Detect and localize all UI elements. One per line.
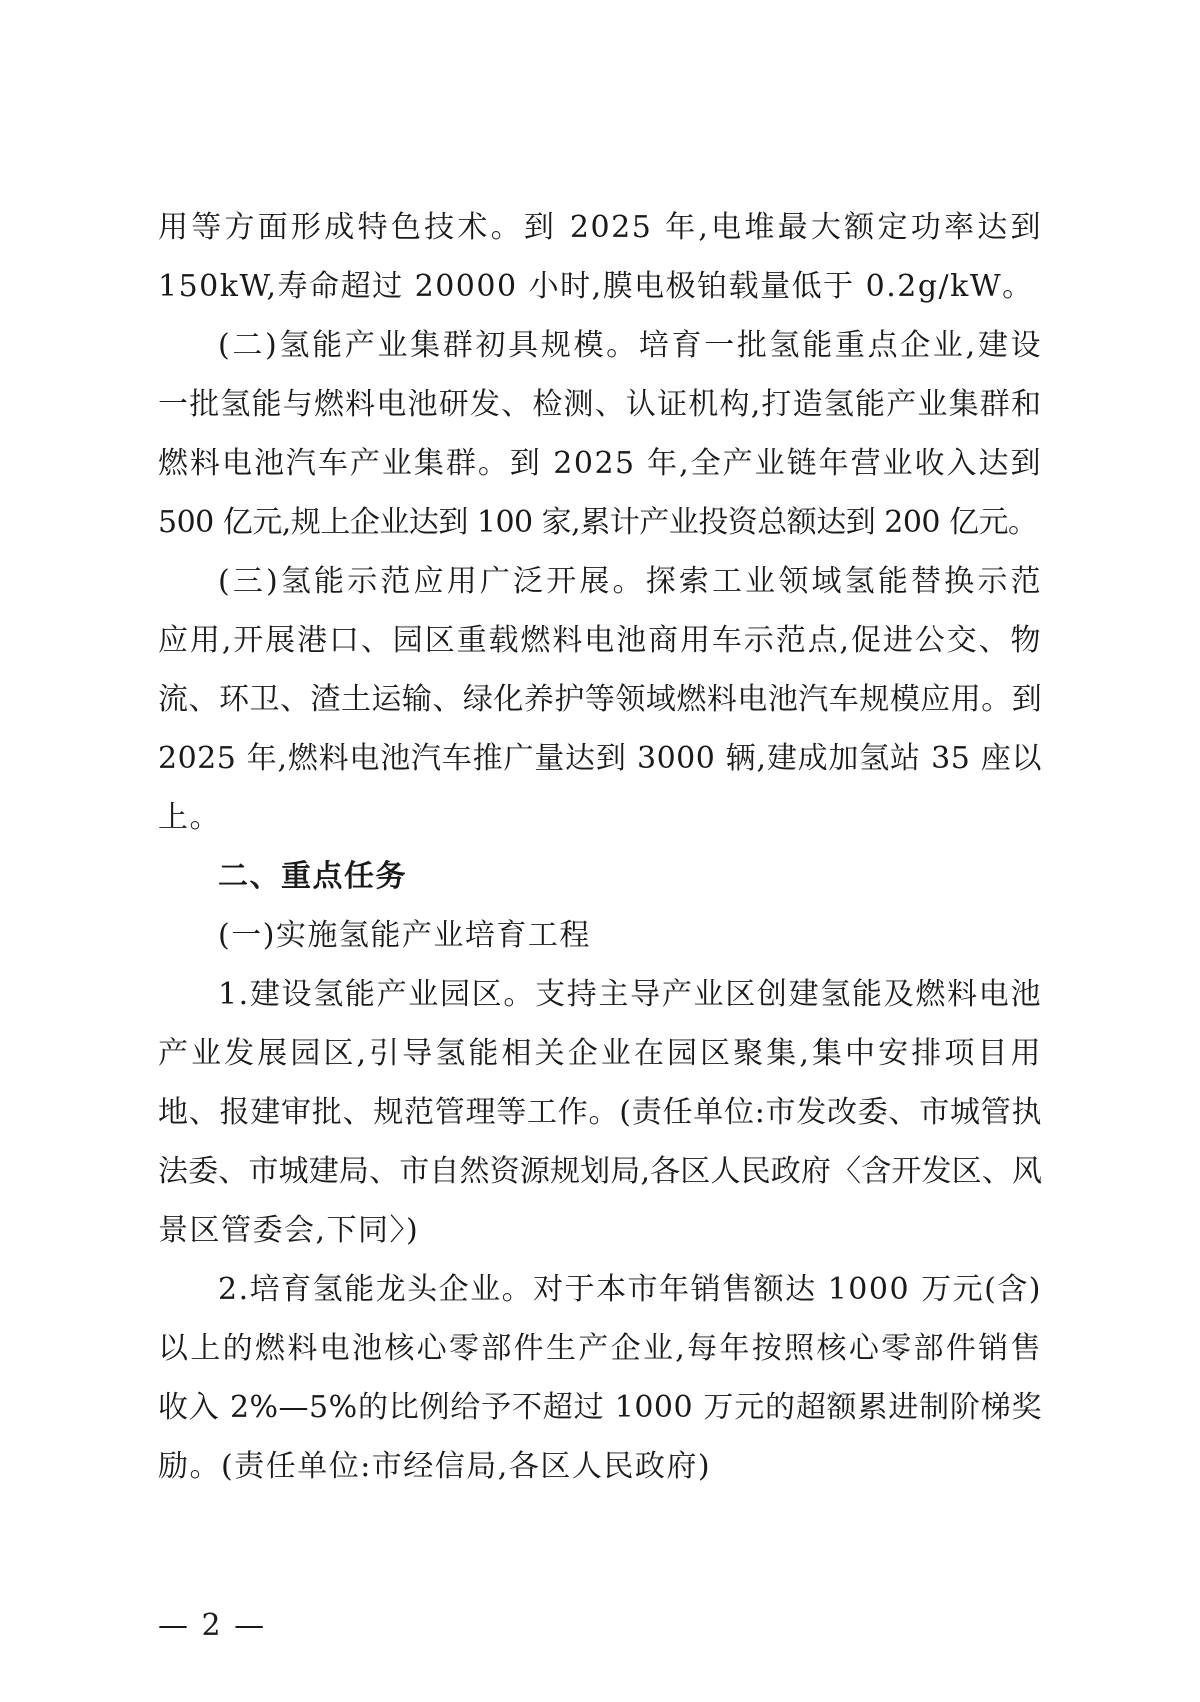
text-line: 一批氢能与燃料电池研发、检测、认证机构,打造氢能产业集群和 <box>158 387 1042 422</box>
text-line: 法委、市城建局、市自然资源规划局,各区人民政府〈含开发区、风 <box>158 1154 1042 1189</box>
text-line: (三)氢能示范应用广泛开展。探索工业领域氢能替换示范 <box>218 564 1042 599</box>
text-line: 以上的燃料电池核心零部件生产企业,每年按照核心零部件销售 <box>158 1331 1042 1366</box>
text-line: 流、环卫、渣土运输、绿化养护等领域燃料电池汽车规模应用。到 <box>158 682 1042 717</box>
text-line: 用等方面形成特色技术。到 2025 年,电堆最大额定功率达到 <box>158 210 1042 245</box>
text-line: 150kW,寿命超过 20000 小时,膜电极铂载量低于 0.2g/kW。 <box>158 269 1034 304</box>
subsection-heading: (一)实施氢能产业培育工程 <box>218 918 591 953</box>
text-line: 燃料电池汽车产业集群。到 2025 年,全产业链年营业收入达到 <box>158 446 1042 481</box>
text-line: 上。 <box>158 800 221 835</box>
text-line: 2.培育氢能龙头企业。对于本市年销售额达 1000 万元(含) <box>218 1272 1042 1307</box>
text-line: 2025 年,燃料电池汽车推广量达到 3000 辆,建成加氢站 35 座以 <box>158 741 1042 776</box>
text-line: 收入 2%—5%的比例给予不超过 1000 万元的超额累进制阶梯奖 <box>158 1390 1042 1425</box>
text-line: 励。(责任单位:市经信局,各区人民政府) <box>158 1449 712 1484</box>
document-body <box>158 198 1042 1496</box>
text-line: 1.建设氢能产业园区。支持主导产业区创建氢能及燃料电池 <box>218 977 1042 1012</box>
text-line: 景区管委会,下同〉) <box>158 1213 420 1248</box>
page-number: — 2 — <box>158 1608 267 1643</box>
text-line: 应用,开展港口、园区重载燃料电池商用车示范点,促进公交、物 <box>158 623 1042 658</box>
text-line: (二)氢能产业集群初具规模。培育一批氢能重点企业,建设 <box>218 328 1042 363</box>
text-line: 地、报建审批、规范管理等工作。(责任单位:市发改委、市城管执 <box>158 1095 1043 1130</box>
section-heading: 二、重点任务 <box>218 859 407 894</box>
text-line: 500 亿元,规上企业达到 100 家,累计产业投资总额达到 200 亿元。 <box>158 505 1038 540</box>
text-line: 产业发展园区,引导氢能相关企业在园区聚集,集中安排项目用 <box>158 1036 1042 1071</box>
